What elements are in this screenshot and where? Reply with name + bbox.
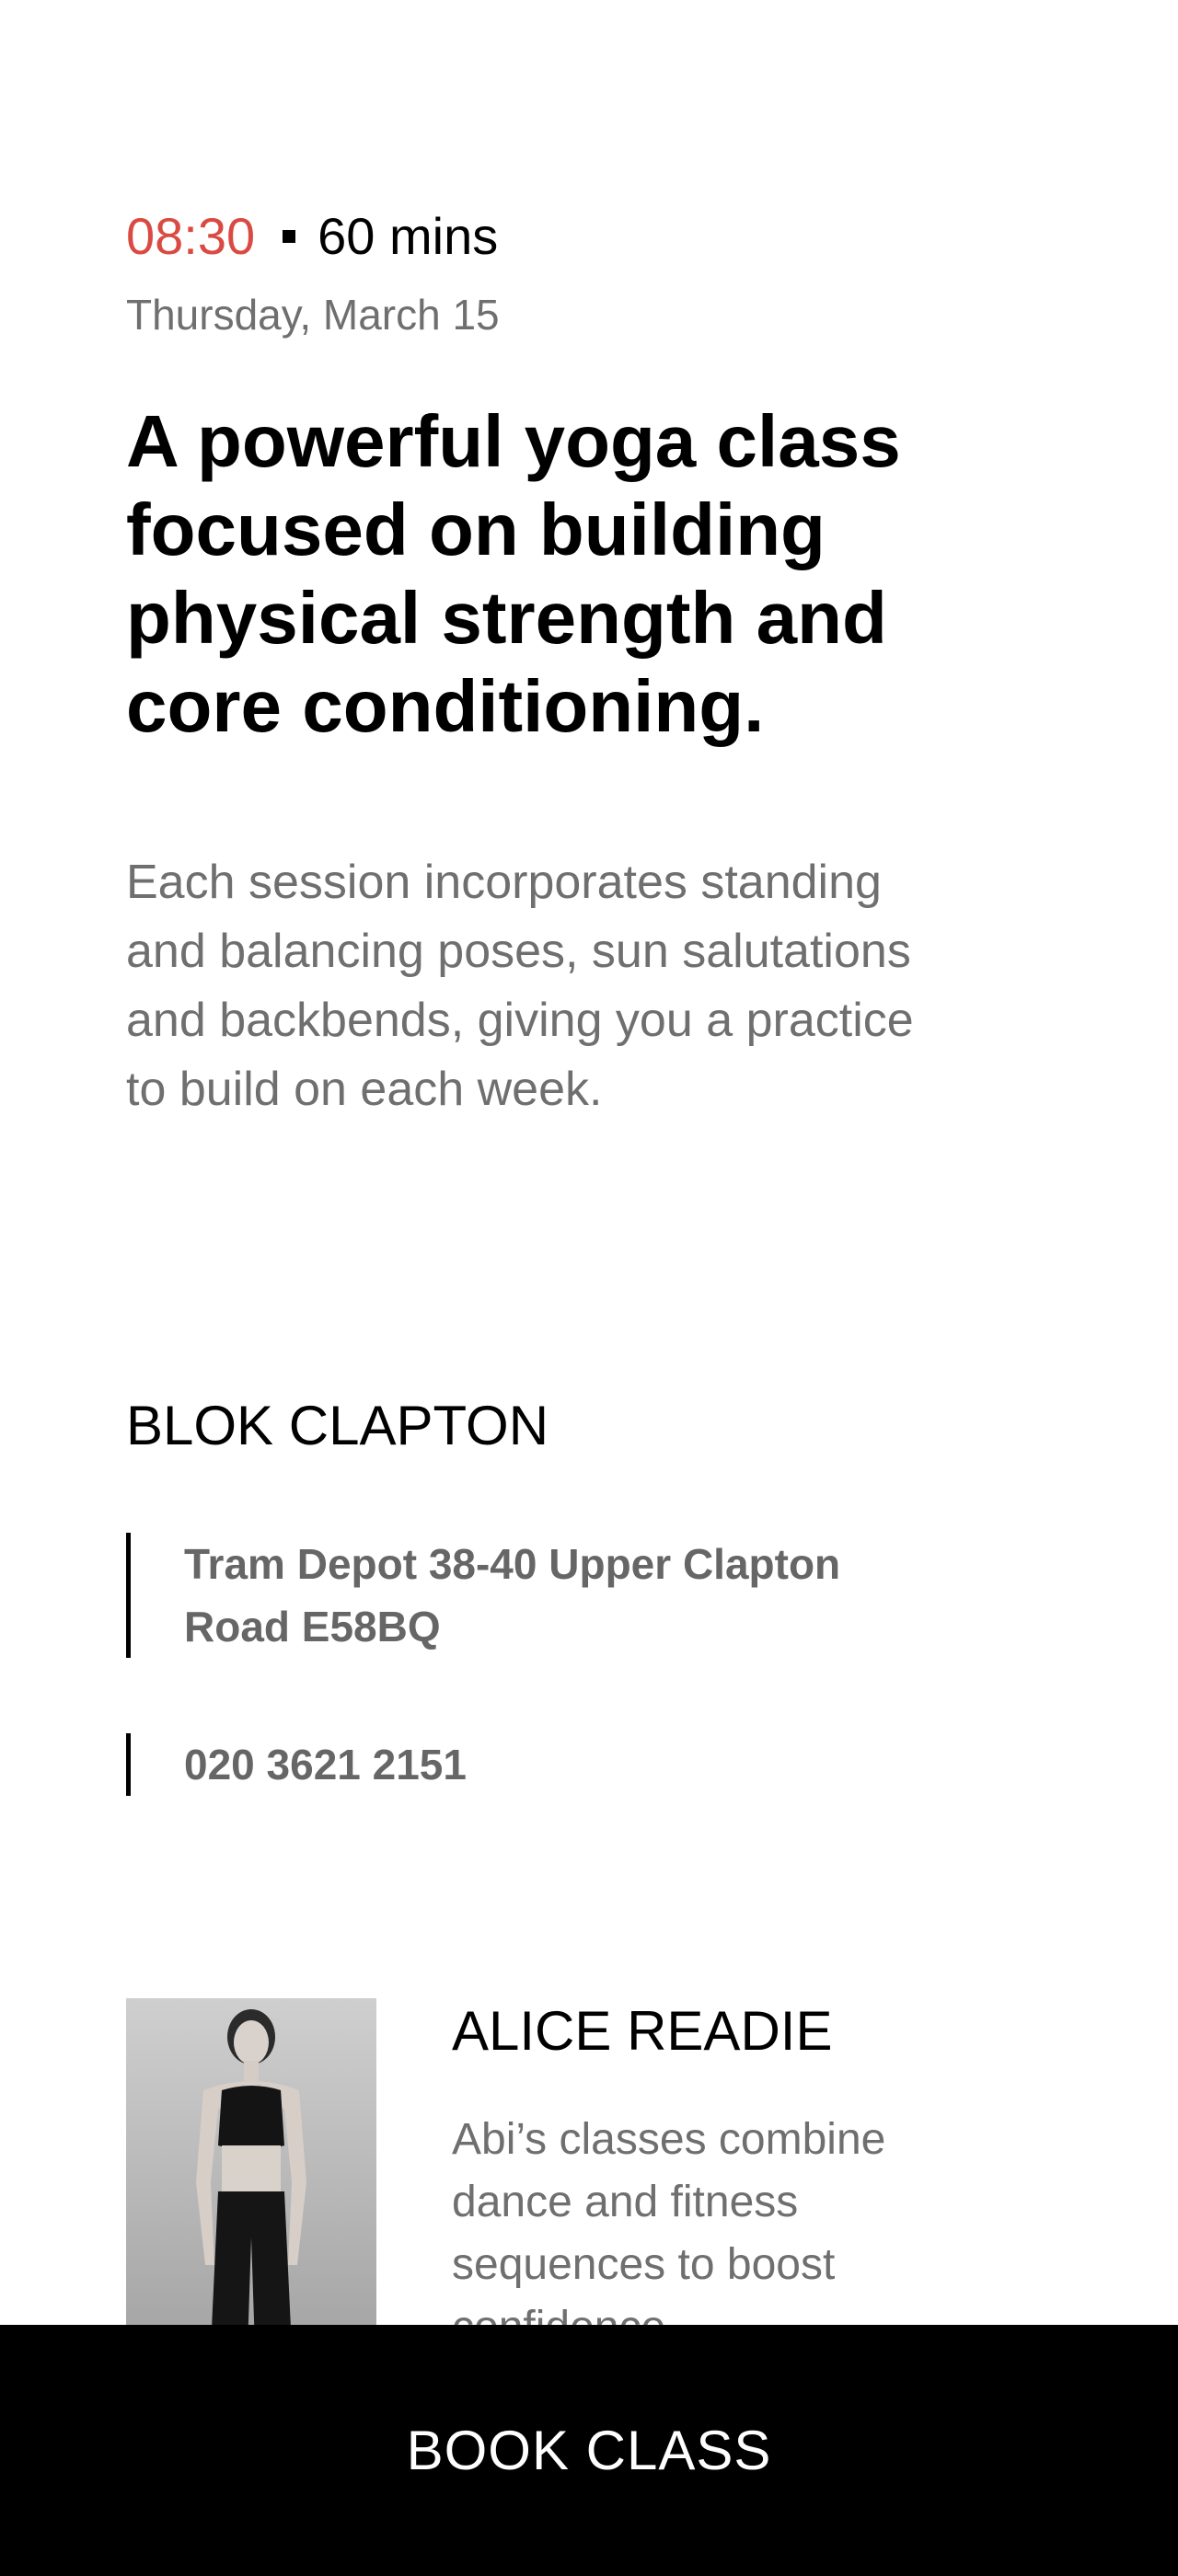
- trainer-name: ALICE READIE: [452, 2000, 833, 2062]
- book-class-button[interactable]: [0, 2325, 1178, 2576]
- separator-dot-icon: [283, 230, 295, 243]
- trainer-bio: Abi’s classes combine dance and fitness sequences to boost: [452, 2115, 886, 2289]
- class-description: Each session incorporates standing and balancing poses, sun salutations and backbends, giving you a practice to build on each week.: [126, 856, 914, 1116]
- class-date: Thursday, March 15: [126, 291, 500, 339]
- trainer-figure-icon: [126, 1998, 376, 2348]
- book-class-label: BOOK CLASS: [406, 2420, 772, 2481]
- class-meta-row: [126, 204, 498, 269]
- class-time: 08:30: [126, 207, 256, 265]
- trainer-photo: [126, 1998, 376, 2348]
- class-headline: A powerful yoga class focused on building physical strength and core conditioning.: [126, 400, 901, 747]
- studio-address[interactable]: Tram Depot 38-40 Upper Clapton Road E58BQ: [126, 1533, 939, 1658]
- studio-name: BLOK CLAPTON: [126, 1395, 549, 1456]
- studio-phone[interactable]: 020 3621 2151: [126, 1733, 467, 1796]
- class-duration: 60 mins: [318, 207, 499, 265]
